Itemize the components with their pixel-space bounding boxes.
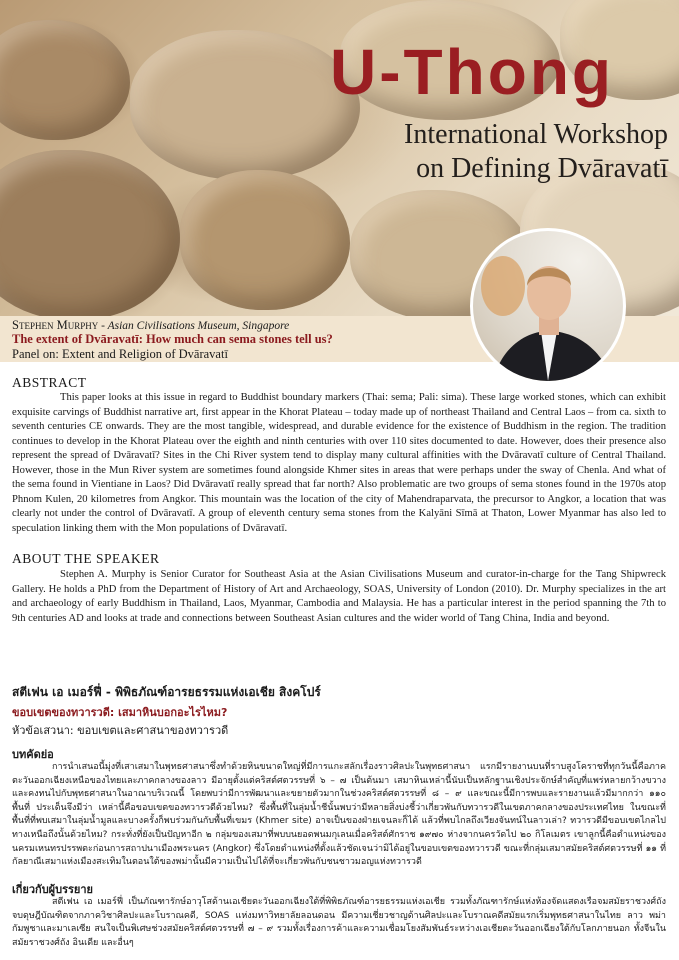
about-heading: ABOUT THE SPEAKER bbox=[12, 551, 160, 566]
speaker-name: Stephen Murphy bbox=[12, 318, 99, 332]
talk-title: The extent of Dvāravatī: How much can sema stones tell us? bbox=[12, 332, 333, 346]
thai-abstract-text: การนำเสนอนี้มุ่งที่เสาเสมาในพุทธศาสนาซึ่งทำด้วยหินขนาดใหญ่ที่มีการแกะสลักเรื่องราวศิลปะในพุทธศาสนา แรกมีรายงานบนที่ราบสูงโคราชที่ทุกวันนี้คือภาคตะวันออกเฉียงเหนือของไทยและภาคกลางของลาว มีอายุตั้งแต่คริสต์ศตวรรษที่ ๖ – ๗ เป็นต้นมา เสมาหินเหล่านี้นับเป็นหลักฐานเชิงประจักษ์สำคัญที่แพร่หลายกว้างขวางและคงทนไปกับพุทธศาสนาในอาณาบริเวณนี้ โดยพบว่ามีการพัฒนาและขยายตัวมากในช่วงคริสต์ศตวรรษที่ ๘ – ๙ และขณะนี้มีการพบและรายงานแล้วมีมากกว่า ๑๑๐ พื้นที่ ประเด็นจึงมีว่า เหล่านี้คือขอบเขตของทวารวดีด้วยไหม? ซึ่งพื้นที่ในลุ่มน้ำชีนั้นพบว่ามีหลายสิ่งบ่งชี้ว่าเกี่ยวพันกับทวารวดีในเขตภาคกลางของประเทศไทย ในขณะที่พื้นที่ที่พบเสมาในลุ่มน้ำมูลและบางครั้งก็พบร่วมกันกับพื้นที่เขมร (Khmer site) อาจเป็นของฝ่ายเจนละก็ได้ แล้วที่พบไกลถึงเวียงจันทน์ในลาวเล่า? ทวารวดีมีขอบเขตไกลไปทางเหนือถึงนั้นด้วยไหม? กระทั่งที่ยังเป็นปัญหาอีก ๒ กลุ่มของเสมาที่พบบนยอดพนมกุเลนเมื่อคริสต์ศักราช ๑๙๗๐ ห่างจากนครวัดไป ๒๐ กิโลเมตร เขาลูกนี้คือตำแหน่งของนครมเหนทรปรรพตะก่อนการสถาปนาเมืองพระนคร (Angkor) ซึ่งโดยตำแหน่งที่ตั้งแล้วชัดเจนว่ามิได้อยู่ในขอบเขตของทวารวดี ขณะที่กลุ่มเสมาสมัยคริสต์ศตวรรษที่ ๑๑ ที่กัลยาณีเสมาแห่งเมืองสะเทิมในตอนใต้ของพม่านั้นมีความเป็นไปได้ที่จะเกี่ยวพันกับชนชาวมอญแห่งทวารวดี bbox=[12, 762, 666, 868]
thai-about-text: สตีเฟน เอ เมอร์ฟี่ เป็นภัณฑารักษ์อาวุโสด้านเอเชียตะวันออกเฉียงใต้ที่พิพิธภัณฑ์อารยธรรมแห่งเอเชีย รวมทั้งภัณฑารักษ์แห่งห้องจัดแสดงเรือจมสมัยราชวงศ์ถัง จบดุษฎีบัณฑิตจากภาควิชาศิลปะและโบราณคดี, SOAS แห่งมหาวิทยาลัยลอนดอน มีความเชี่ยวชาญด้านศิลปะและโบราณคดีสมัยแรกเริ่มพุทธศาสนาในไทย ลาว พม่า กัมพูชาและมาเลเซีย สนใจเป็นพิเศษช่วงสมัยคริสต์ศตวรรษที่ ๗ – ๙ รวมทั้งเรื่องการค้าและความเชื่อมโยงสัมพันธ์ระหว่างเอเชียตะวันออกเฉียงใต้กับโลกภายนอก ทั้งจีนในสมัยราชวงศ์ถัง อินเดีย และอื่นๆ bbox=[12, 897, 666, 948]
workshop-title bbox=[316, 118, 668, 186]
thai-talk-title: ขอบเขตของทวารวดี: เสมาหินบอกอะไรไหม? bbox=[12, 706, 228, 719]
workshop-title-line2: on Defining Dvāravatī bbox=[416, 153, 668, 184]
panel-label: Panel on: Extent and Religion of Dvāravatī bbox=[12, 347, 228, 361]
workshop-title-line1: International Workshop bbox=[404, 119, 668, 150]
abstract-text: This paper looks at this issue in regard to Buddhist boundary markers (Thai: sema; Pali: sima). These large worked stones, which can exhibit exquisite carvings of Buddhist narrative art, first appear in the Khorat Plateau – today made up of northeast Thailand and Central Laos – from ca. sixth to seventh centuries CE onwards. They are the most tangible, widespread, and durable evidence for the existence of Buddhism in the region. The tradition continues to develop in the Khorat Plateau over the eighth and ninth centuries with over 110 sites documented to date. However, does their presence also represent the spread of Dvāravatī? Sites in the Chi River system tend to display many cultural affinities with the Dvāravatī culture of Central Thailand. However, those in the Mun River system are sometimes found alongside Khmer sites in areas that were perhaps under the sway of Chenla. And what of the sema found in Vientiane in Laos? Did Dvāravatī really spread that far north? Also problematic are two groups of sema stones found in the 1970s atop Phnom Kulen, 20 kilometres from Angkor. This mountain was the location of the city of Mahendraparvata, the precursor to Angkor, a location that was clearly not under the control of Dvāravatī. A group of eleventh century sema stones from the Kalyāni Sīmā at Thaton, Lower Myanmar has also led to speculation linking them with the Mon populations of Dvāravatī. bbox=[12, 392, 666, 534]
speaker-line bbox=[12, 318, 289, 333]
thai-panel-label: หัวข้อเสวนา: ขอบเขตและศาสนาของทวารวดี bbox=[12, 724, 229, 737]
speaker-portrait bbox=[470, 228, 626, 384]
speaker-portrait-image bbox=[473, 231, 623, 381]
abstract-heading: ABSTRACT bbox=[12, 375, 87, 390]
stone-block bbox=[0, 150, 180, 316]
thai-about-heading: เกี่ยวกับผู้บรรยาย bbox=[12, 883, 93, 896]
stone-block bbox=[0, 20, 130, 140]
logo bbox=[330, 36, 660, 108]
speaker-affiliation: - Asian Civilisations Museum, Singapore bbox=[101, 320, 290, 332]
logo-text: U-Thong bbox=[330, 36, 614, 108]
about-text: Stephen A. Murphy is Senior Curator for Southeast Asia at the Asian Civilisations Museum and curator-in-charge for the Tang Shipwreck Gallery. He holds a PhD from the Department of History of Art and Archaeology, SOAS, University of London (2010). Dr. Murphy specializes in the art and archaeology of early Buddhism in Thailand, Laos, Myanmar, Cambodia and Malaysia. He has a particular interest in the period spanning the 7th to 9th centuries AD and looks at trade and connections between Southeast Asian cultures and the wider world of Tang China, India and beyond. bbox=[12, 569, 666, 624]
thai-speaker-line: สตีเฟน เอ เมอร์ฟี่ - พิพิธภัณฑ์อารยธรรมแห่งเอเชีย สิงคโปร์ bbox=[12, 685, 321, 699]
stone-block bbox=[180, 170, 350, 310]
thai-abstract-heading: บทคัดย่อ bbox=[12, 748, 54, 761]
